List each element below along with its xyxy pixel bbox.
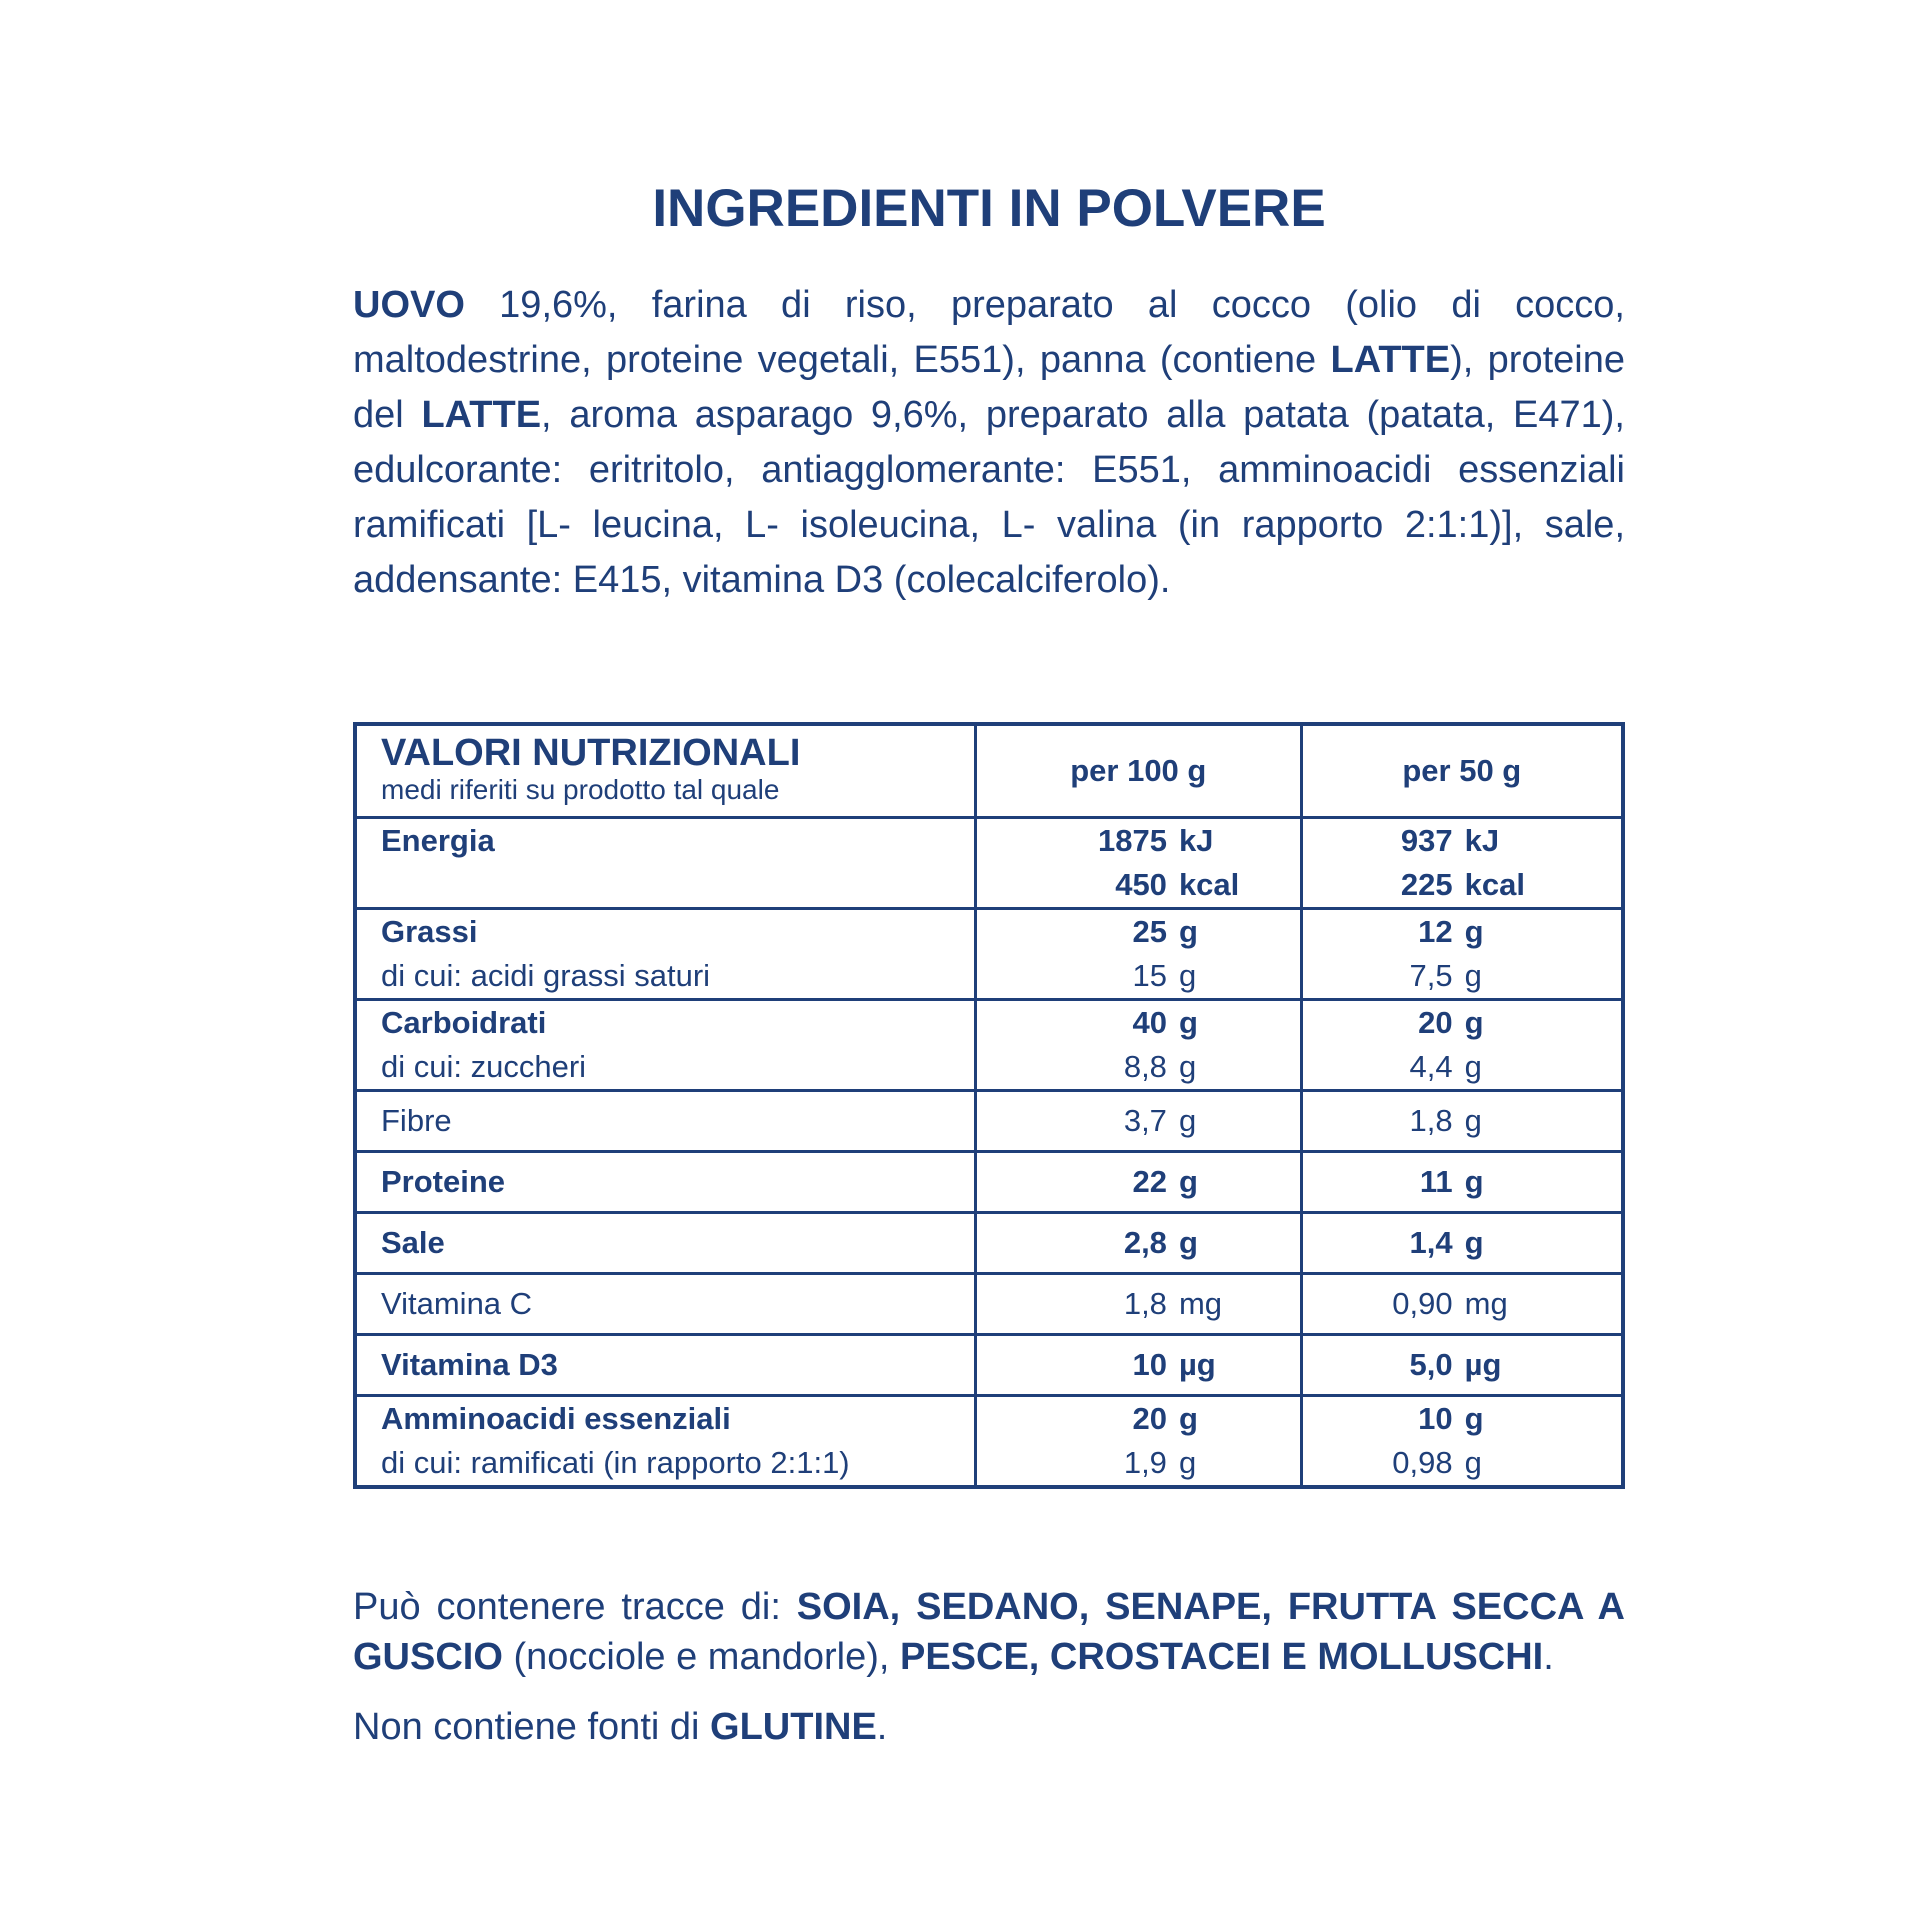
nutrient-value [1303,1001,1621,1045]
nutrition-header-label [355,724,975,818]
nutrient-value [977,1336,1300,1394]
nutrient-label: di cui: acidi grassi saturi [381,958,711,993]
value-number: 1,9 [1123,1445,1167,1480]
value-unit: g [1464,1225,1484,1260]
value-per-50g-cell [1301,1000,1623,1091]
nutrient-value [1303,1092,1621,1150]
value-unit: g [1178,958,1197,993]
nutrient-label: Vitamina C [381,1286,533,1321]
value-per-100g-cell [975,1396,1301,1488]
value-per-50g-cell [1301,1335,1623,1396]
nutrient-label: di cui: zuccheri [381,1049,587,1084]
value-number: 15 [1132,958,1167,993]
nutrient-label: Fibre [381,1103,452,1138]
value-unit: g [1464,1164,1484,1199]
value-unit: mg [1178,1286,1223,1321]
nutrition-row [355,1152,1623,1213]
value-unit: g [1464,958,1482,993]
nutrition-row [355,1091,1623,1152]
nutrient-value [977,954,1300,998]
nutrient-value [977,1397,1300,1441]
value-number: 25 [1132,914,1167,949]
value-number: 937 [1400,823,1453,858]
value-number: 7,5 [1409,958,1453,993]
value-number: 10 [1418,1401,1453,1436]
nutrition-row [355,1396,1623,1488]
nutrient-label-cell [355,1274,975,1335]
nutrient-value [1303,1275,1621,1333]
value-unit: kcal [1178,867,1240,902]
value-per-50g-cell [1301,1091,1623,1152]
nutrient-label-cell [355,1335,975,1396]
nutrient-label: Sale [381,1225,445,1260]
nutrient-value [977,863,1300,907]
nutrient-label-cell [355,1000,975,1091]
value-per-100g-cell [975,1152,1301,1213]
ingredients-text [353,278,1625,608]
nutrient-value [1303,954,1621,998]
nutrient-label: Proteine [381,1164,506,1199]
value-number: 12 [1418,914,1453,949]
nutrition-header-row [355,724,1623,818]
value-unit: g [1464,1005,1484,1040]
value-number: 20 [1418,1005,1453,1040]
nutrition-row [355,1213,1623,1274]
value-number: 2,8 [1123,1225,1167,1260]
nutrient-label-cell [355,1091,975,1152]
value-unit: g [1178,1164,1198,1199]
value-number: 1,4 [1409,1225,1453,1260]
nutrition-subtitle: medi riferiti su prodotto tal quale [381,774,780,805]
allergen-traces-text [353,1582,1625,1682]
value-per-100g-cell [975,1335,1301,1396]
value-unit: g [1464,1401,1484,1436]
value-per-100g-cell [975,1213,1301,1274]
gluten-run: . [876,1706,888,1748]
ingredients-run: LATTE [421,394,542,436]
nutrient-value [1303,1045,1621,1089]
column-header-per-100g: per 100 g [975,724,1301,818]
value-number: 5,0 [1409,1347,1453,1382]
value-number: 1875 [1097,823,1167,858]
nutrient-value [1303,910,1621,954]
value-number: 11 [1419,1164,1453,1199]
value-unit: g [1464,914,1484,949]
gluten-free-text [353,1702,1625,1752]
nutrient-value [977,1214,1300,1272]
allergens-run: (nocciole e mandorle), [502,1636,900,1678]
value-per-50g-cell [1301,818,1623,909]
value-number: 0,98 [1392,1445,1453,1480]
nutrition-row [355,1274,1623,1335]
nutrient-value [1303,1397,1621,1441]
value-per-100g-cell [975,1000,1301,1091]
value-per-50g-cell [1301,1152,1623,1213]
value-number: 22 [1132,1164,1167,1199]
value-number: 450 [1115,867,1167,902]
value-unit: mg [1464,1286,1508,1321]
nutrient-label: Vitamina D3 [381,1347,558,1382]
nutrient-value [977,1045,1300,1089]
value-unit: µg [1178,1347,1216,1382]
nutrient-value [1303,1214,1621,1272]
nutrient-value [1303,863,1621,907]
value-number: 225 [1400,867,1453,902]
nutrient-label-cell [355,1152,975,1213]
nutrition-title: VALORI NUTRIZIONALI [381,732,801,774]
value-unit: kcal [1464,867,1525,902]
nutrition-row [355,818,1623,909]
nutrient-value [977,1092,1300,1150]
page-title: INGREDIENTI IN POLVERE [652,179,1326,238]
ingredients-run: 19,6%, farina di riso, preparato al cocco (olio di cocco, maltodestrine, proteine vegetali, E551), panna (contiene [353,284,1625,381]
value-per-100g-cell [975,818,1301,909]
value-unit: g [1178,1049,1197,1084]
value-number: 8,8 [1123,1049,1167,1084]
value-number: 1,8 [1123,1286,1167,1321]
nutrient-label: di cui: ramificati (in rapporto 2:1:1) [381,1445,850,1480]
allergens-run: Può contenere tracce di: [353,1586,797,1628]
ingredients-run: ), proteine del [353,339,1625,436]
nutrient-label: Amminoacidi essenziali [381,1401,731,1436]
nutrient-label: Grassi [381,914,478,949]
value-number: 20 [1132,1401,1167,1436]
value-unit: g [1178,1401,1198,1436]
nutrient-value [1303,1153,1621,1211]
nutrient-label: Carboidrati [381,1005,547,1040]
value-number: 3,7 [1123,1103,1167,1138]
value-unit: g [1178,914,1198,949]
nutrient-value [977,910,1300,954]
value-per-50g-cell [1301,1396,1623,1488]
value-per-50g-cell [1301,1274,1623,1335]
value-unit: g [1464,1049,1482,1084]
allergens-run: PESCE, CROSTACEI E MOLLUSCHI [899,1636,1544,1678]
value-unit: g [1178,1225,1198,1260]
allergens-run: SOIA, SEDANO, SENAPE, FRUTTA SECCA A GUSCIO [353,1586,1625,1678]
nutrition-row [355,1000,1623,1091]
allergens-run: . [1543,1636,1554,1678]
value-number: 10 [1132,1347,1167,1382]
nutrient-value [1303,1441,1621,1485]
value-unit: g [1464,1445,1482,1480]
value-unit: kJ [1178,823,1214,858]
nutrient-value [977,1275,1300,1333]
value-per-100g-cell [975,909,1301,1000]
value-unit: g [1178,1005,1198,1040]
value-unit: g [1178,1445,1197,1480]
nutrient-label-cell [355,1213,975,1274]
nutrition-row [355,909,1623,1000]
nutrition-row [355,1335,1623,1396]
gluten-run: Non contiene fonti di [353,1706,711,1748]
value-number: 4,4 [1409,1049,1453,1084]
nutrient-label-cell [355,1396,975,1488]
nutrient-value [977,1001,1300,1045]
nutrient-value [977,819,1300,863]
value-per-50g-cell [1301,909,1623,1000]
nutrient-value [977,1153,1300,1211]
nutrient-label-cell [355,909,975,1000]
value-per-100g-cell [975,1274,1301,1335]
value-unit: g [1178,1103,1197,1138]
nutrient-value [1303,1336,1621,1394]
value-unit: kJ [1464,823,1500,858]
ingredients-run: , aroma asparago 9,6%, preparato alla patata (patata, E471), edulcorante: eritritolo, antiagglomerante: E551, amminoacidi essenziali ramificati [L- leucina, L- isoleucina, L- valina (in rapporto 2:1:1)], sale, addensante: E415, vitamina D3 (colecalciferolo). [353,394,1625,601]
nutrient-value [1303,819,1621,863]
value-number: 0,90 [1392,1286,1453,1321]
value-number: 1,8 [1409,1103,1453,1138]
value-per-50g-cell [1301,1213,1623,1274]
gluten-run: GLUTINE [710,1706,877,1748]
value-unit: g [1464,1103,1482,1138]
nutrient-label: Energia [381,823,495,858]
column-header-per-50g: per 50 g [1301,724,1623,818]
value-per-100g-cell [975,1091,1301,1152]
nutrient-label-cell [355,818,975,909]
ingredients-run: UOVO [353,284,465,326]
ingredients-run: LATTE [1330,339,1451,381]
value-unit: µg [1464,1347,1502,1382]
nutrient-value [977,1441,1300,1485]
nutrition-table [353,722,1625,1489]
value-number: 40 [1132,1005,1167,1040]
